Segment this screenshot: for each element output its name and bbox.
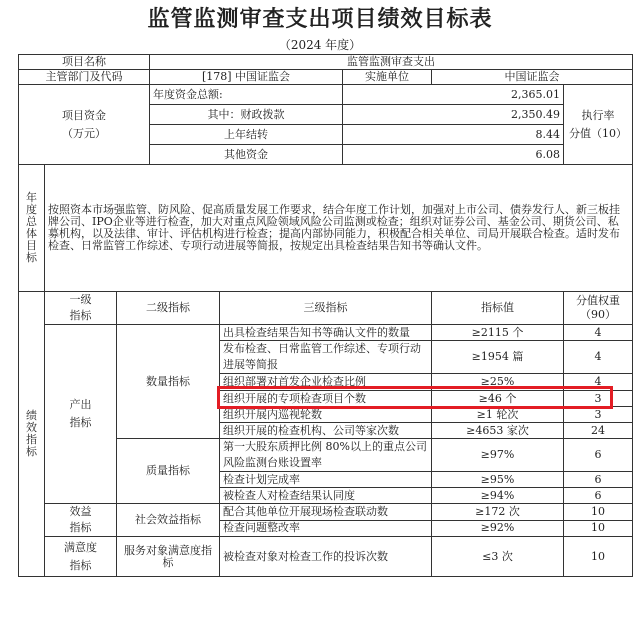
indicator-value: ≥92% (432, 520, 564, 537)
indicator-value: ≥1954 篇 (432, 341, 564, 374)
quality-label: 质量指标 (117, 439, 220, 504)
header-level1: 一级 指标 (45, 292, 117, 325)
dept-label: 主管部门及代码 (19, 70, 150, 85)
indicator-weight: 3 (564, 407, 633, 423)
page-title: 监管监测审查支出项目绩效目标表 (147, 6, 493, 32)
benefit-label: 效益 指标 (45, 504, 117, 537)
rate-label: 执行率 分值（10） (564, 85, 633, 165)
goal-label: 年度总体目标 (19, 165, 45, 292)
year-label: （2024 年度） (278, 38, 362, 52)
funds-fiscal-label: 其中：财政拨款 (150, 105, 343, 125)
header-value: 指标值 (432, 292, 564, 325)
indicator-weight: 24 (564, 423, 633, 439)
indicator-weight: 4 (564, 374, 633, 391)
indicator-name: 组织开展的专项检查项目个数 (220, 391, 432, 407)
funds-carry-value: 8.44 (343, 125, 564, 145)
goal-text: 按照资本市场强监管、防风险、促高质量发展工作要求，结合年度工作计划，加强对上市公司、债券发行人、新三板挂牌公司、IPO企业等进行检查，加大对重点风险领域风险公司监测或检查；组织对证券公司、基金公司、期货公司、私募机构，以及法律、审计、评估机构进行检查；提高内部协同能力，积极配合相关单位、司局开展联合检查。适时发布检查、日常监管工作综述、专项行动进展等简报，按规定出具检查结果告知书等确认文件。 (45, 165, 633, 292)
dept-value: [178] 中国证监会 (150, 70, 343, 85)
indicator-weight: 4 (564, 341, 633, 374)
funds-total-row (19, 85, 633, 105)
indicator-weight: 6 (564, 472, 633, 488)
indicator-name: 组织开展内巡视轮数 (220, 407, 432, 423)
indicator-weight: 10 (564, 537, 633, 577)
funds-other-label: 其他资金 (150, 145, 343, 165)
project-name-value: 监管监测审查支出 (150, 55, 633, 70)
performance-table (18, 54, 633, 577)
indicator-value: ≥172 次 (432, 504, 564, 521)
indicator-value: ≥4653 家次 (432, 423, 564, 439)
service-label: 服务对象满意度指标 (117, 537, 220, 577)
output-label: 产出 指标 (45, 325, 117, 504)
indicator-value: ≥2115 个 (432, 325, 564, 341)
social-label: 社会效益指标 (117, 504, 220, 537)
highlight-box (217, 386, 613, 409)
indicator-name: 配合其他单位开展现场检查联动数 (220, 504, 432, 521)
indicator-name: 第一大股东质押比例 80%以上的重点公司风险监测台账设置率 (220, 439, 432, 472)
table-row (19, 325, 633, 341)
dept-row (19, 70, 633, 85)
indicator-value: ≥1 轮次 (432, 407, 564, 423)
funds-other-value: 6.08 (343, 145, 564, 165)
indicator-weight: 10 (564, 520, 633, 537)
indicator-name: 检查问题整改率 (220, 520, 432, 537)
indicator-weight: 6 (564, 439, 633, 472)
indicators-section-label: 绩效指标 (19, 292, 45, 577)
table-row (19, 504, 633, 521)
project-name-row (19, 55, 633, 70)
indicator-weight: 6 (564, 488, 633, 504)
indicator-value: ≤3 次 (432, 537, 564, 577)
indicator-weight: 10 (564, 504, 633, 521)
funds-total-label: 年度资金总额: (150, 85, 343, 105)
quantity-label: 数量指标 (117, 325, 220, 439)
table-row (19, 537, 633, 577)
indicator-value: ≥46 个 (432, 391, 564, 407)
satisfaction-label: 满意度 指标 (45, 537, 117, 577)
funds-carry-label: 上年结转 (150, 125, 343, 145)
indicator-name: 组织部署对首发企业检查比例 (220, 374, 432, 391)
funds-label: 项目资金 （万元） (19, 85, 150, 165)
header-weight: 分值权重 （90） (564, 292, 633, 325)
indicator-name: 组织开展的检查机构、公司等家次数 (220, 423, 432, 439)
indicator-value: ≥94% (432, 488, 564, 504)
unit-label: 实施单位 (343, 70, 432, 85)
indicator-name: 检查计划完成率 (220, 472, 432, 488)
indicator-value: ≥97% (432, 439, 564, 472)
indicator-name: 发布检查、日常监管工作综述、专项行动进展等简报 (220, 341, 432, 374)
indicator-name: 被检查对象对检查工作的投诉次数 (220, 537, 432, 577)
header-level3: 三级指标 (220, 292, 432, 325)
goal-row (19, 165, 633, 292)
indicator-value: ≥95% (432, 472, 564, 488)
indicator-name: 被检查人对检查结果认同度 (220, 488, 432, 504)
indicator-value: ≥25% (432, 374, 564, 391)
unit-value: 中国证监会 (432, 70, 633, 85)
indicator-weight: 3 (564, 391, 633, 407)
indicator-weight: 4 (564, 325, 633, 341)
project-name-label: 项目名称 (19, 55, 150, 70)
funds-fiscal-value: 2,350.49 (343, 105, 564, 125)
header-level2: 二级指标 (117, 292, 220, 325)
indicator-name: 出具检查结果告知书等确认文件的数量 (220, 325, 432, 341)
indicator-header-row (19, 292, 633, 325)
funds-total-value: 2,365.01 (343, 85, 564, 105)
